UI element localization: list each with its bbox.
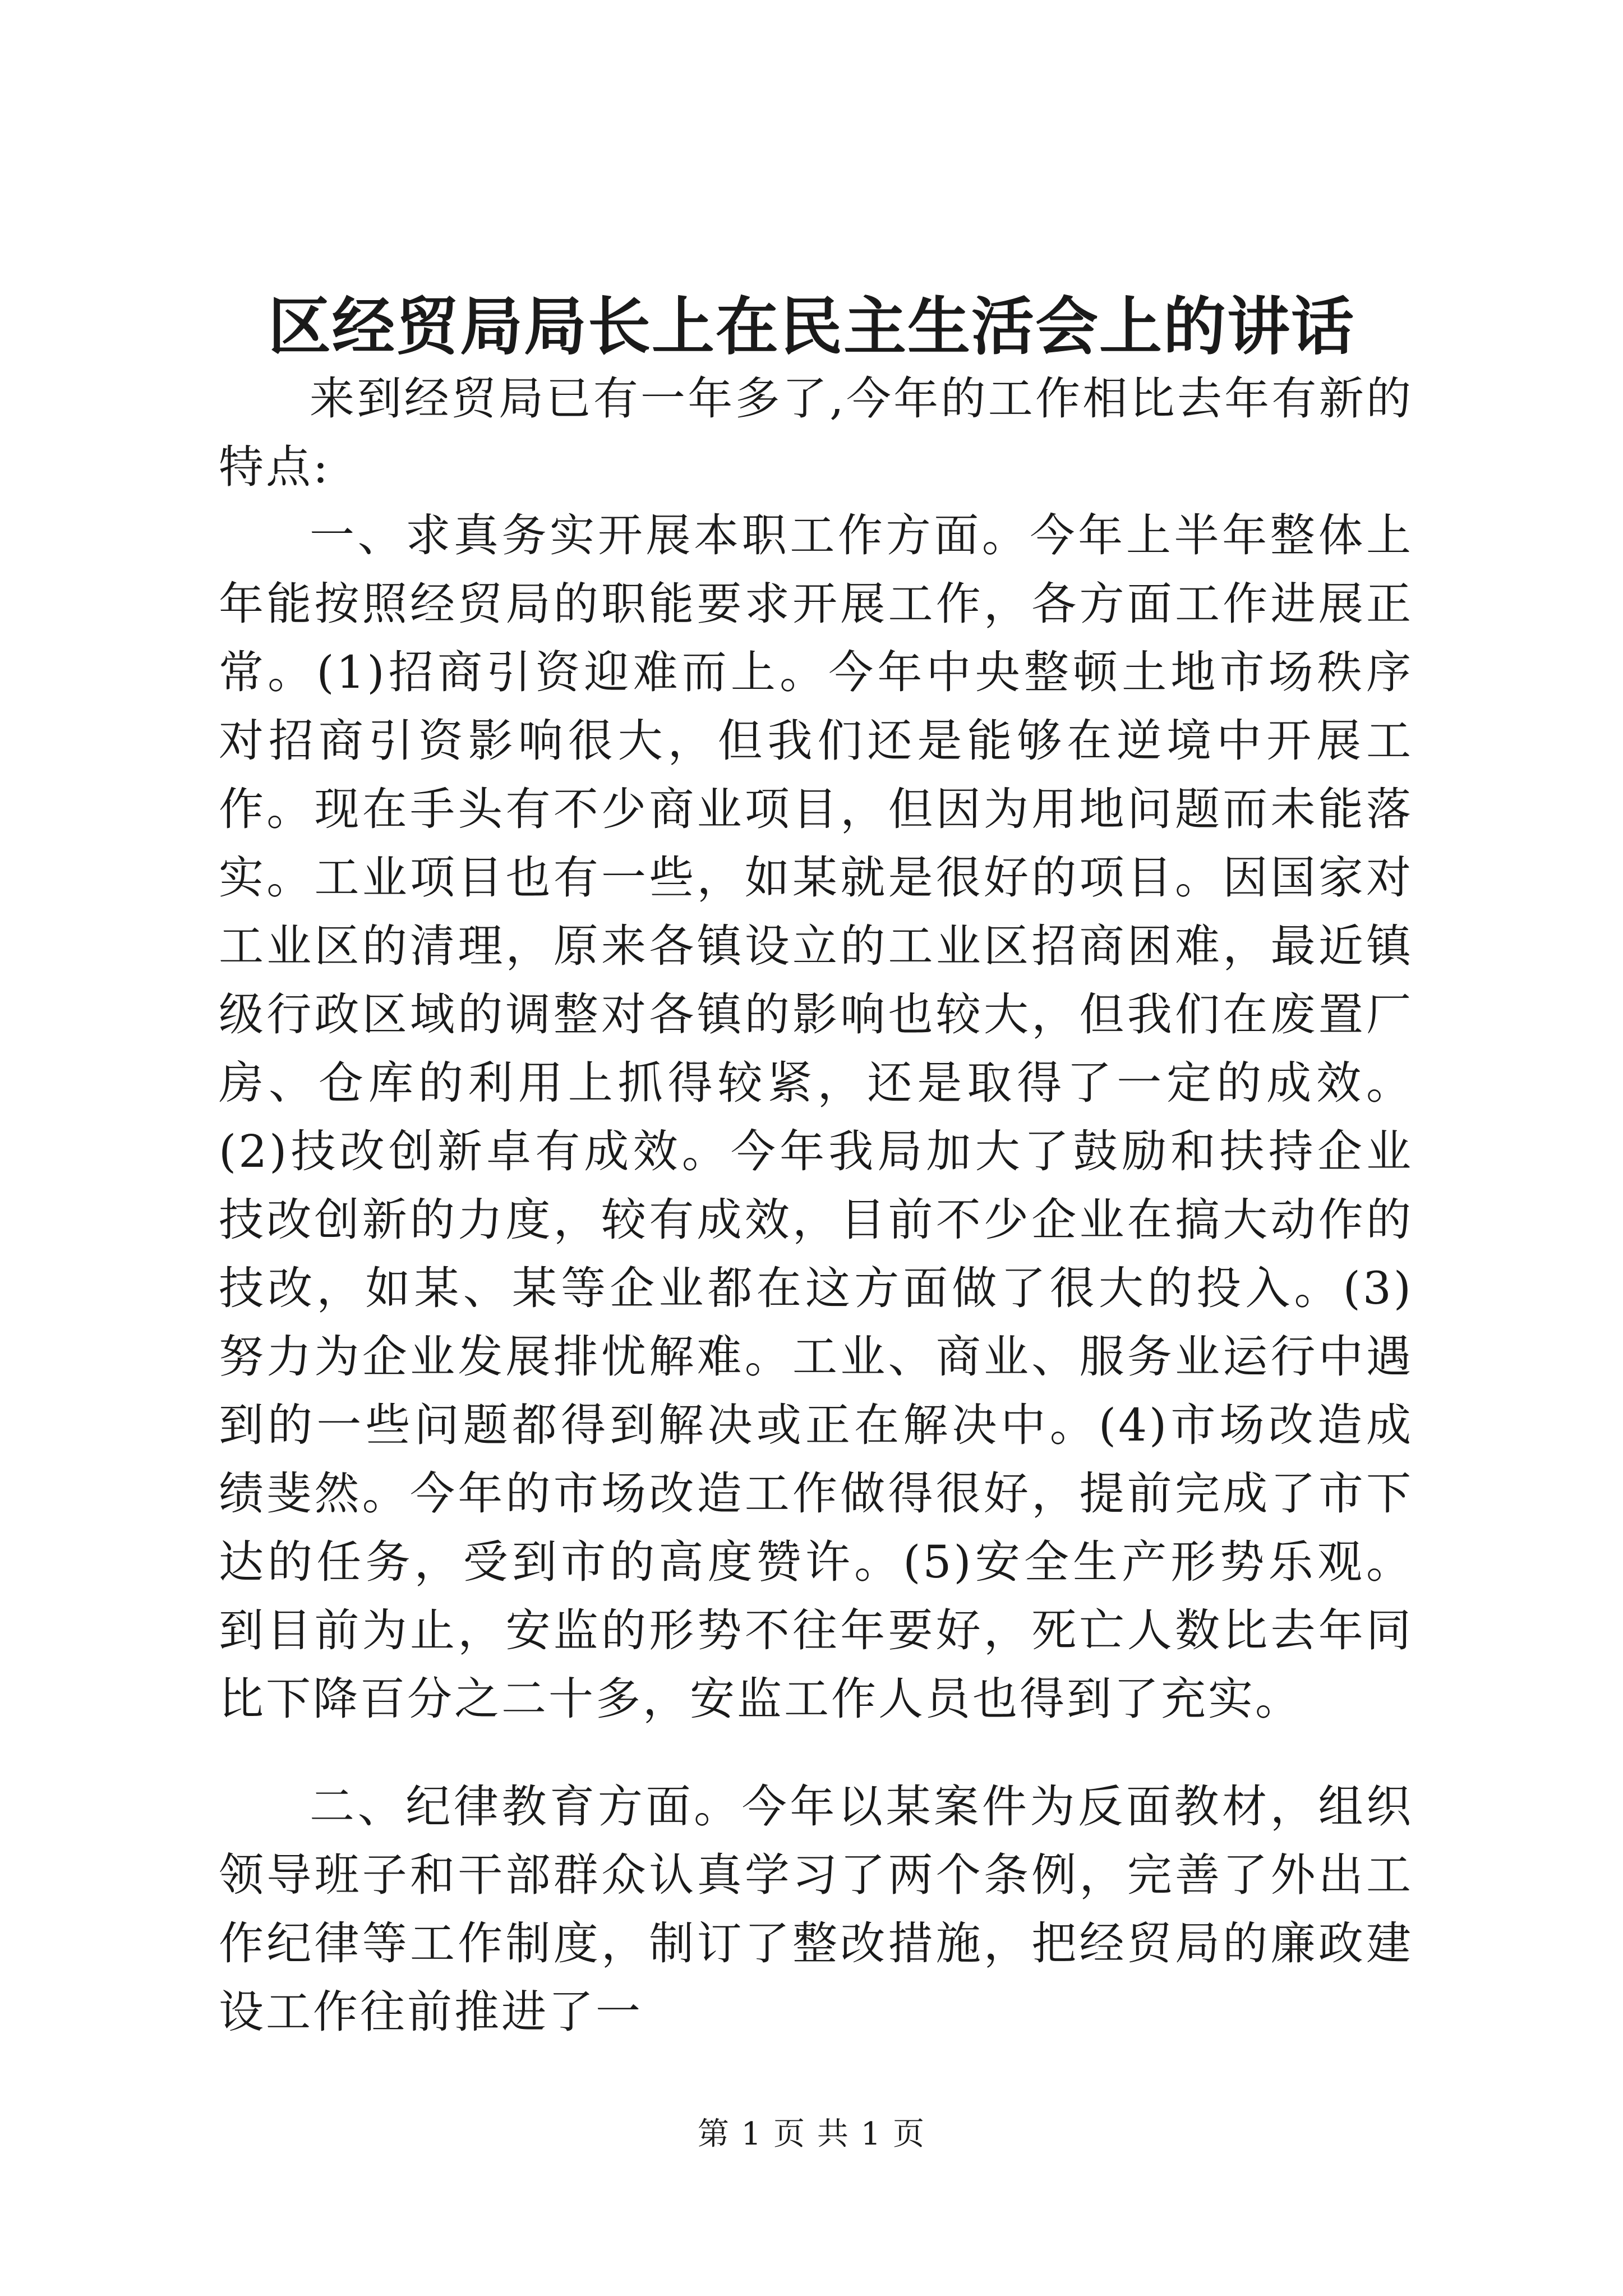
document-body xyxy=(219,365,1413,2046)
page-footer: 第 1 页 共 1 页 xyxy=(697,2116,926,2152)
paragraph-section-two: 二、纪律教育方面。今年以某案件为反面教材，组织领导班子和干部群众认真学习了两个条例，完善了外出工作纪律等工作制度，制订了整改措施，把经贸局的廉政建设工作往前推进了一 xyxy=(219,1780,1413,2038)
document-title: 区经贸局局长上在民主生活会上的讲话 xyxy=(268,290,1355,364)
paragraph-section-one: 一、求真务实开展本职工作方面。今年上半年整体上年能按照经贸局的职能要求开展工作，各方面工作进展正常。(1)招商引资迎难而上。今年中央整顿土地市场秩序对招商引资影响很大，但我们还是能够在逆境中开展工作。现在手头有不少商业项目，但因为用地问题而未能落实。工业项目也有一些，如某就是很好的项目。因国家对工业区的清理，原来各镇设立的工业区招商困难，最近镇级行政区域的调整对各镇的影响也较大，但我们在废置厂房、仓库的利用上抓得较紧，还是取得了一定的成效。(2)技改创新卓有成效。今年我局加大了鼓励和扶持企业技改创新的力度，较有成效，目前不少企业在搞大动作的技改，如某、某等企业都在这方面做了很大的投入。(3)努力为企业发展排忧解难。工业、商业、服务业运行中遇到的一些问题都得到解决或正在解决中。(4)市场改造成绩斐然。今年的市场改造工作做得很好，提前完成了市下达的任务，受到市的高度赞许。(5)安全生产形势乐观。到目前为止，安监的形势不往年要好，死亡人数比去年同比下降百分之二十多，安监工作人员也得到了充实。 xyxy=(219,509,1413,1725)
paragraph-intro: 来到经贸局已有一年多了,今年的工作相比去年有新的特点: xyxy=(219,372,1413,493)
